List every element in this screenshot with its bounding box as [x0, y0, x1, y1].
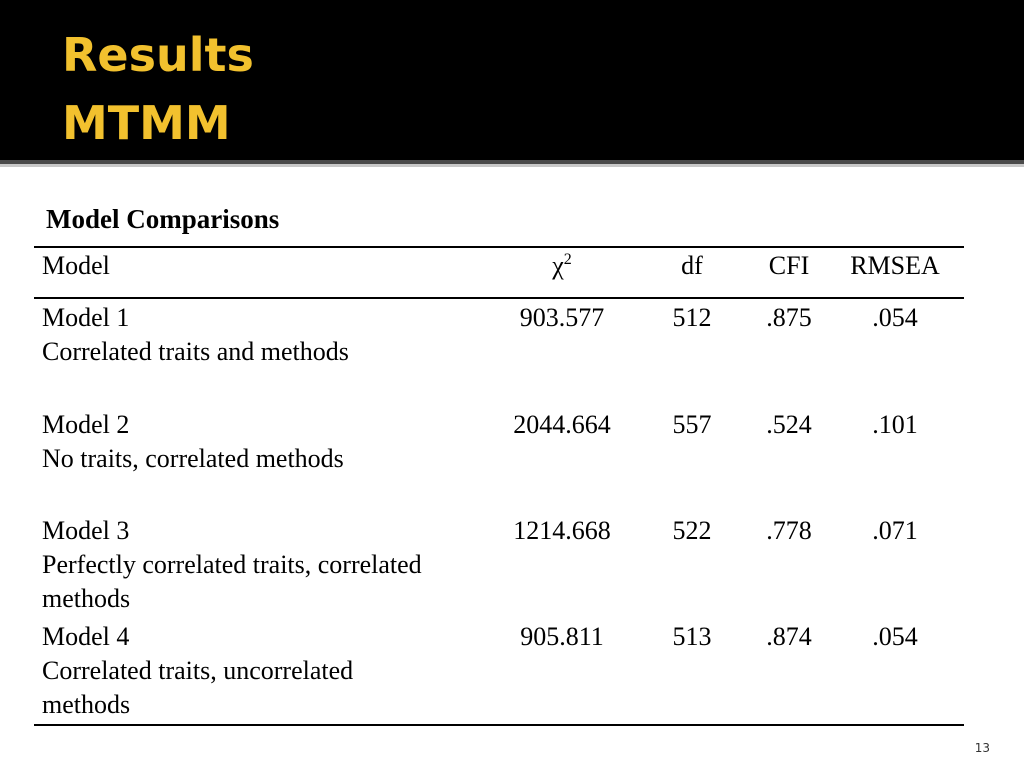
- table-row-model-description: Correlated traits, uncorrelated methods: [42, 656, 354, 719]
- table-row-rmsea: .054: [872, 303, 918, 332]
- page-number: 13: [974, 741, 990, 755]
- table-row-cfi: .524: [766, 410, 812, 439]
- table-row-model-name: Model 4: [42, 622, 130, 651]
- table-row-rmsea: .101: [872, 410, 918, 439]
- column-header-model: Model: [42, 251, 110, 280]
- table-row-df: 522: [672, 516, 712, 545]
- table-header-rule: [34, 297, 964, 299]
- table-top-rule: [34, 246, 964, 248]
- table-row-rmsea: .054: [872, 622, 918, 651]
- table-bottom-rule: [34, 724, 964, 726]
- table-row-model-description: Correlated traits and methods: [42, 337, 349, 366]
- table-row-chi-square: 903.577: [519, 303, 605, 332]
- chi-superscript: 2: [563, 251, 572, 268]
- table-row-cfi: .875: [766, 303, 812, 332]
- chi-symbol: χ: [552, 251, 564, 280]
- table-row-chi-square: 905.811: [520, 622, 604, 651]
- slide-title-line1: Results: [62, 28, 254, 82]
- table-row-df: 513: [672, 622, 712, 651]
- table-row-cfi: .778: [766, 516, 812, 545]
- column-header-rmsea: RMSEA: [850, 251, 940, 280]
- table-row-df: 512: [672, 303, 712, 332]
- slide-title-line2: MTMM: [62, 96, 231, 150]
- table-row-chi-square: 1214.668: [513, 516, 611, 545]
- table-row-cfi: .874: [766, 622, 812, 651]
- table-row-chi-square: 2044.664: [513, 410, 611, 439]
- header-divider-light: [0, 164, 1024, 167]
- table-row-rmsea: .071: [872, 516, 918, 545]
- table-row-df: 557: [672, 410, 712, 439]
- column-header-chi-square: [512, 249, 612, 283]
- table-row-model-description: Perfectly correlated traits, correlated methods: [42, 550, 422, 613]
- table-caption: Model Comparisons: [46, 204, 280, 234]
- table-row-model-name: Model 2: [42, 410, 130, 439]
- column-header-df: df: [681, 251, 703, 280]
- table-row-model-name: Model 3: [42, 516, 130, 545]
- table-row-model-name: Model 1: [42, 303, 130, 332]
- table-row-model-description: No traits, correlated methods: [42, 444, 344, 473]
- column-header-cfi: CFI: [768, 251, 810, 280]
